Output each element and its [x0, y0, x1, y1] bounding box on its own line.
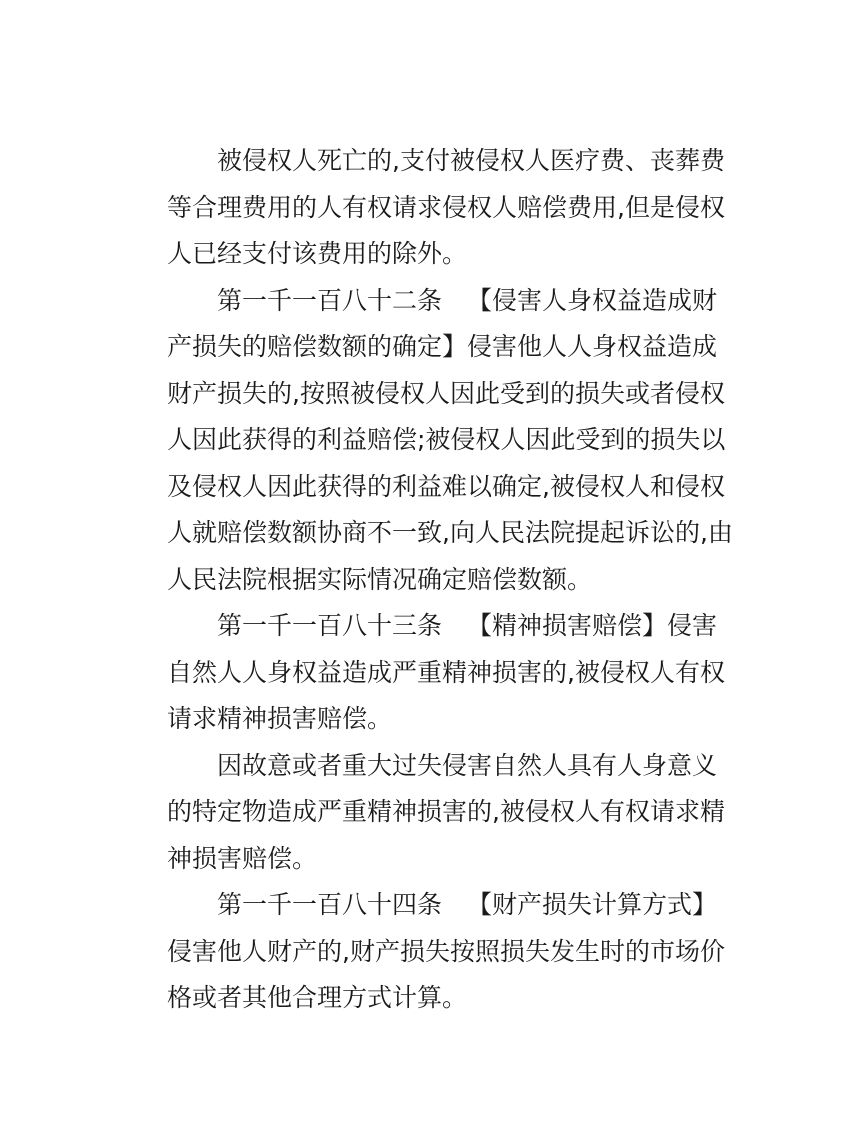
text-line: 及侵权人因此获得的利益难以确定,被侵权人和侵权 [167, 471, 725, 501]
text-line: 自然人人身权益造成严重精神损害的,被侵权人有权 [167, 657, 725, 687]
paragraph-4 [167, 743, 725, 883]
article-title: 【精神损害赔偿】侵害 [467, 611, 718, 640]
text-line: 人就赔偿数额协商不一致,向人民法院提起诉讼的,由 [167, 518, 733, 547]
article-title: 【财产损失计算方式】 [467, 890, 718, 919]
article-number: 第一千一百八十三条 [217, 611, 443, 640]
text-line: 侵害他人财产的,财产损失按照损失发生时的市场价 [167, 936, 725, 966]
document-body [167, 138, 733, 1022]
text-line: 请求精神损害赔偿。 [167, 704, 393, 733]
text-line: 财产损失的,按照被侵权人因此受到的损失或者侵权 [167, 378, 725, 408]
text-line: 被侵权人死亡的,支付被侵权人医疗费、丧葬费 [217, 146, 725, 175]
text-line: 神损害赔偿。 [167, 843, 318, 873]
text-line: 等合理费用的人有权请求侵权人赔偿费用,但是侵权 [167, 192, 725, 222]
paragraph-article-1184 [167, 882, 725, 1022]
paragraph-article-1182 [167, 278, 733, 604]
text-line: 产损失的赔偿数额的确定】侵害他人人身权益造成 [167, 332, 718, 361]
article-heading-line [167, 882, 718, 929]
paragraph-article-1183 [167, 603, 725, 743]
paragraph-1 [167, 138, 725, 278]
article-heading-line [167, 278, 718, 325]
article-number: 第一千一百八十四条 [217, 890, 443, 919]
article-heading-line [167, 603, 718, 650]
text-line: 因故意或者重大过失侵害自然人具有人身意义 [217, 750, 718, 780]
article-title: 【侵害人身权益造成财 [467, 285, 718, 315]
text-line: 人民法院根据实际情况确定赔偿数额。 [167, 564, 593, 594]
text-line: 人因此获得的利益赔偿;被侵权人因此受到的损失以 [167, 425, 726, 454]
article-number: 第一千一百八十二条 [217, 285, 443, 315]
text-line: 格或者其他合理方式计算。 [167, 983, 468, 1012]
text-line: 的特定物造成严重精神损害的,被侵权人有权请求精 [167, 797, 725, 826]
text-line: 人已经支付该费用的除外。 [167, 239, 468, 268]
